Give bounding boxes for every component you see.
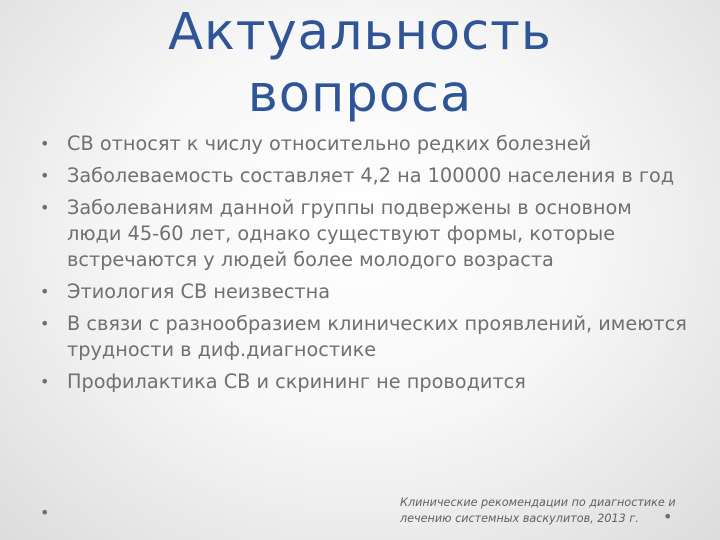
bullet-text: СВ относят к числу относительно редких болезней	[67, 132, 592, 155]
bullet-list	[38, 131, 688, 401]
bullet-icon: •	[40, 166, 50, 185]
list-item	[38, 279, 688, 305]
reference-note: Клинические рекомендации по диагностике и лечению системных васкулитов, 2013 г.	[400, 496, 676, 525]
bullet-text: В связи с разнообразием клинических проявлений, имеются трудности в диф.диагностике	[67, 312, 687, 361]
bullet-icon: •	[40, 282, 50, 301]
list-item	[38, 195, 688, 273]
bullet-text: Заболеваниям данной группы подвержены в основном люди 45-60 лет, однако существуют формы, которые встречаются у людей более молодого возраста	[67, 196, 632, 271]
bullet-text: Профилактика СВ и скрининг не проводится	[67, 370, 526, 393]
list-item	[38, 131, 688, 157]
list-item	[38, 369, 688, 395]
empty-bullet-icon: •	[40, 503, 50, 522]
list-item	[38, 311, 688, 363]
bullet-icon: •	[40, 134, 50, 153]
slide-title	[60, 2, 660, 126]
title-line-2: вопроса	[247, 65, 473, 124]
reference-bullet-icon: •	[663, 507, 673, 526]
bullet-text: Этиология СВ неизвестна	[67, 280, 331, 303]
bullet-icon: •	[40, 314, 50, 333]
bullet-icon: •	[40, 372, 50, 391]
bullet-text: Заболеваемость составляет 4,2 на 100000 населения в год	[67, 164, 675, 187]
title-line-1: Актуальность	[168, 3, 552, 62]
list-item	[38, 163, 688, 189]
bullet-icon: •	[40, 198, 50, 217]
